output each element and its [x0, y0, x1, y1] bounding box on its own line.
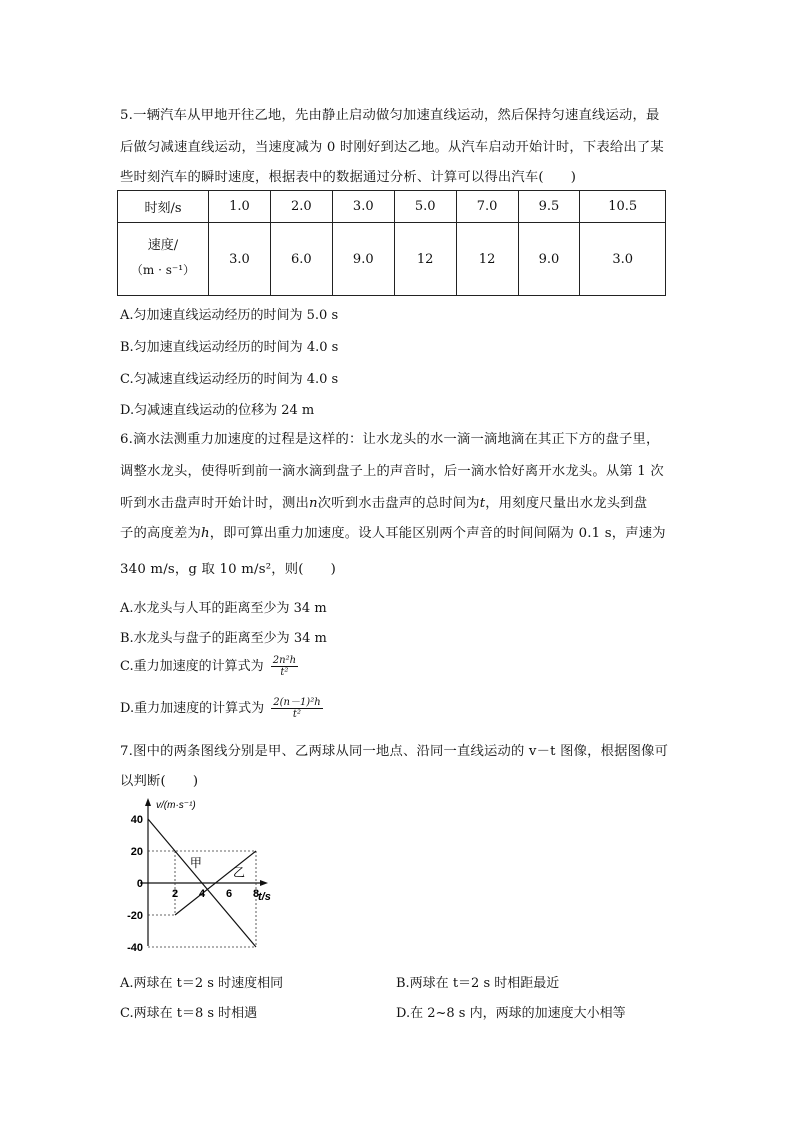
table-cell: 9.5: [518, 191, 580, 223]
table-cell: 3.0: [332, 191, 394, 223]
y-tick-label: 20: [130, 846, 143, 858]
q7-option-d: D.在 2~8 s 内，两球的加速度大小相等: [396, 1006, 626, 1021]
x-tick-label: 2: [171, 888, 179, 900]
table-cell: 10.5: [580, 191, 666, 223]
table-header-time: 时刻/s: [118, 191, 209, 223]
q5-option-b: B.匀加速直线运动经历的时间为 4.0 s: [120, 340, 339, 355]
formula-d-denominator: t²: [292, 709, 301, 720]
q6-line-4: [120, 522, 666, 541]
q6-line-1: 6.滴水法测重力加速度的过程是这样的：让水龙头的水一滴一滴地滴在其正下方的盘子里，: [120, 432, 660, 447]
speed-unit: （m · s⁻¹）: [130, 263, 196, 277]
q5-line-3: 些时刻汽车的瞬时速度，根据表中的数据通过分析、计算可以得出汽车( ): [120, 170, 577, 185]
table-cell: 12: [394, 223, 456, 296]
x-tick-label: 8: [252, 888, 260, 900]
table-cell: 5.0: [394, 191, 456, 223]
q6-option-b: B.水龙头与盘子的距离至少为 34 m: [120, 631, 327, 646]
table-cell: 1.0: [209, 191, 271, 223]
q6-line-3-a: 听到水击盘声时开始计时，测出: [120, 496, 309, 511]
var-t: t: [479, 496, 486, 511]
q6-option-c-text: C.重力加速度的计算式为: [120, 659, 264, 674]
table-cell: 3.0: [209, 223, 271, 296]
var-h: h: [200, 526, 210, 541]
table-row: [118, 223, 666, 296]
table-cell: 2.0: [270, 191, 332, 223]
table-cell: 12: [456, 223, 518, 296]
x-tick-label: 6: [225, 888, 233, 900]
formula-d: [271, 697, 322, 720]
q6-line-3-b: 次听到水击盘声的总时间为: [317, 496, 480, 511]
speed-label: 速度/: [147, 238, 179, 253]
q6-line-4-b: ，即可算出重力加速度。设人耳能区别两个声音的时间间隔为 0.1 s，声速为: [209, 526, 666, 541]
table-row: [118, 191, 666, 223]
table-cell: 9.0: [332, 223, 394, 296]
table-cell: 7.0: [456, 191, 518, 223]
formula-d-numerator: 2(n－1)²h: [273, 697, 321, 708]
table-cell: 9.0: [518, 223, 580, 296]
q6-line-2: 调整水龙头，使得听到前一滴水滴到盘子上的声音时，后一滴水恰好离开水龙头。从第 1 次: [120, 464, 664, 479]
q5-line-1: 5.一辆汽车从甲地开往乙地，先由静止启动做匀加速直线运动，然后保持匀速直线运动，最: [120, 108, 660, 123]
y-tick-label: 40: [130, 814, 143, 826]
y-tick-label: 0: [136, 878, 143, 890]
q6-option-a: A.水龙头与人耳的距离至少为 34 m: [120, 601, 327, 616]
series-label-yi: 乙: [233, 865, 246, 880]
y-tick-label: -20: [127, 910, 143, 922]
formula-c-numerator: 2n²h: [272, 655, 297, 666]
q7-line-1: 7.图中的两条图线分别是甲、乙两球从同一地点、沿同一直线运动的 v－t 图像，根据图像可: [120, 744, 669, 759]
q6-line-5: 340 m/s，g 取 10 m/s²，则( ): [120, 562, 337, 577]
q5-line-2: 后做匀减速直线运动，当速度减为 0 时刚好到达乙地。从汽车启动开始计时，下表给出了某: [120, 140, 664, 155]
y-axis-arrow: [145, 798, 151, 806]
x-axis-label: t/s: [258, 891, 271, 903]
q6-option-c: [120, 655, 298, 678]
q5-option-c: C.匀减速直线运动经历的时间为 4.0 s: [120, 372, 339, 387]
q7-option-b: B.两球在 t＝2 s 时相距最近: [396, 976, 560, 991]
y-tick-label: -40: [127, 942, 143, 954]
q6-line-3: [120, 492, 647, 511]
vt-graph: [118, 796, 288, 956]
q5-option-a: A.匀加速直线运动经历的时间为 5.0 s: [120, 308, 339, 323]
series-label-jia: 甲: [189, 856, 202, 870]
x-tick-label: 4: [198, 888, 206, 900]
q6-line-4-a: 子的高度差为: [120, 526, 201, 541]
table-header-speed: [118, 223, 209, 296]
x-axis-arrow: [260, 880, 268, 886]
formula-c: [271, 655, 298, 678]
y-axis-label: v/(m·s⁻¹): [156, 800, 196, 811]
speed-table: [117, 190, 666, 296]
table-cell: 3.0: [580, 223, 666, 296]
table-cell: 6.0: [270, 223, 332, 296]
q7-line-2: 以判断( ): [120, 774, 199, 789]
var-n: n: [308, 496, 318, 511]
q7-option-a: A.两球在 t＝2 s 时速度相同: [120, 976, 284, 991]
q6-option-d-text: D.重力加速度的计算式为: [120, 701, 265, 716]
q5-option-d: D.匀减速直线运动的位移为 24 m: [120, 403, 315, 418]
q6-option-d: [120, 697, 323, 720]
q7-option-c: C.两球在 t＝8 s 时相遇: [120, 1006, 258, 1021]
formula-c-denominator: t²: [280, 667, 289, 678]
q6-line-3-c: ，用刻度尺量出水龙头到盘: [485, 496, 648, 511]
